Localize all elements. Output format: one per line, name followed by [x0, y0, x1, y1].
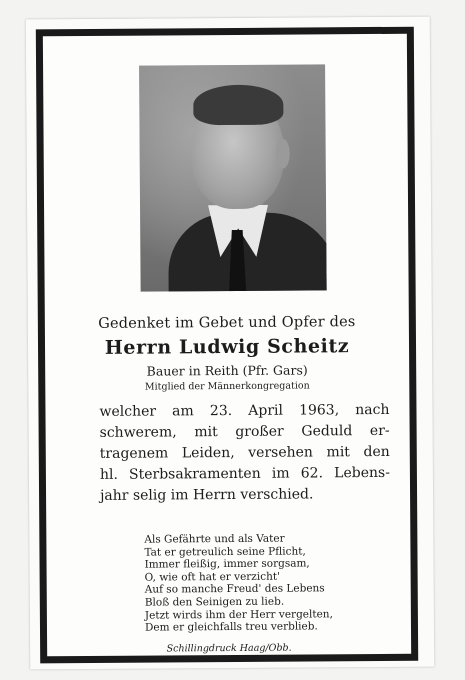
heading: Gedenket im Gebet und Opfer des [98, 314, 356, 332]
occupation: Bauer in Reith (Pfr. Gars) [146, 362, 308, 379]
poem-line: Immer fleißig, immer sorgsam, [144, 557, 310, 571]
memorial-card [26, 17, 435, 670]
portrait-photo [139, 64, 327, 291]
poem [144, 532, 375, 634]
poem-line: Jetzt wirds ihm der Herr vergelten, [144, 607, 333, 622]
deceased-name: Herrn Ludwig Scheitz [104, 335, 350, 359]
paragraph-line: schwerem, mit großer Geduld er- [99, 422, 390, 441]
paragraph-line: hl. Sterbsakramenten im 62. Lebens- [99, 464, 390, 483]
printer-credit: Schillingdruck Haag/Obb. [166, 642, 292, 655]
death-notice-paragraph [99, 400, 390, 507]
poem-line: Dem er gleichfalls treu verblieb. [144, 620, 318, 634]
poem-line: Tat er getreulich seine Pflicht, [144, 545, 306, 559]
paragraph-line: welcher am 23. April 1963, nach [99, 401, 390, 420]
paragraph-line: jahr selig im Herrn verschied. [100, 486, 314, 504]
paragraph-line: tragenem Leiden, versehen mit den [99, 443, 390, 462]
poem-line: Als Gefährte und als Vater [144, 532, 285, 546]
black-border-frame [36, 27, 418, 664]
poem-line: O, wie oft hat er verzicht' [144, 570, 280, 584]
poem-line: Bloß den Seinigen zu lieb. [144, 595, 285, 609]
poem-line: Auf so manche Freud' des Lebens [144, 582, 325, 596]
membership: Mitglied der Männerkongregation [144, 380, 310, 393]
